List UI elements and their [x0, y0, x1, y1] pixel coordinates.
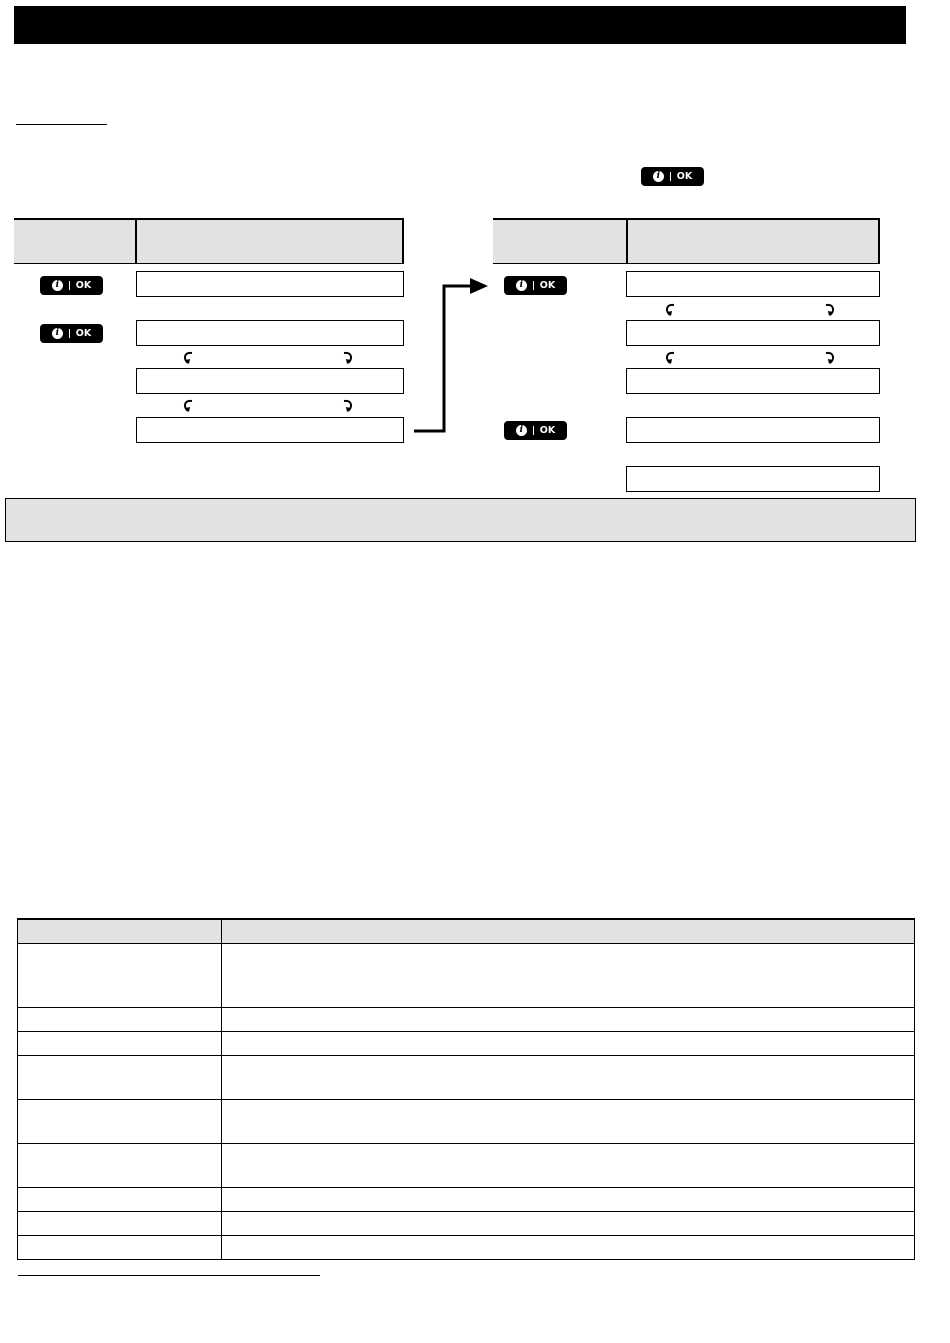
- ok-button[interactable]: [641, 167, 704, 186]
- table-cell: [222, 1236, 915, 1260]
- options-table: [17, 918, 915, 1260]
- table-cell: [18, 1056, 222, 1100]
- ok-button-label: OK: [676, 171, 693, 182]
- curl-left-arrow-icon: [662, 302, 678, 318]
- procedure-right-header: [493, 218, 880, 264]
- table-cell: [18, 1100, 222, 1144]
- info-icon: i: [653, 171, 664, 182]
- table-row: [18, 1144, 915, 1188]
- table-cell: [222, 1188, 915, 1212]
- curl-right-arrow-icon: [340, 350, 356, 366]
- table-cell: [18, 1212, 222, 1236]
- info-icon: i: [516, 425, 527, 436]
- curl-left-arrow-icon: [662, 350, 678, 366]
- table-cell: [222, 1008, 915, 1032]
- button-separator: [69, 281, 70, 290]
- info-icon: i: [516, 280, 527, 291]
- table-cell: [18, 1008, 222, 1032]
- section-heading-underline: [16, 124, 107, 125]
- display-screen: [136, 368, 404, 394]
- table-row: [18, 1056, 915, 1100]
- table-row: [18, 944, 915, 1008]
- table-cell: [222, 944, 915, 1008]
- button-separator: [69, 329, 70, 338]
- table-row: [18, 1236, 915, 1260]
- curl-left-arrow-icon: [180, 398, 196, 414]
- ok-button[interactable]: [504, 276, 567, 295]
- button-separator: [670, 172, 671, 181]
- info-icon: i: [52, 280, 63, 291]
- page-header-bar: [14, 6, 906, 44]
- table-cell: [18, 1188, 222, 1212]
- table-row: [18, 1188, 915, 1212]
- procedure-right-header-edge: [878, 218, 880, 264]
- procedure-right-header-divider: [626, 218, 628, 264]
- display-screen: [626, 320, 880, 346]
- display-screen: [136, 271, 404, 297]
- table-row: [18, 1212, 915, 1236]
- procedure-left-header: [14, 218, 404, 264]
- display-screen: [136, 417, 404, 443]
- footnote-separator: [18, 1275, 320, 1276]
- ok-button-label: OK: [539, 280, 556, 291]
- ok-button-label: OK: [539, 425, 556, 436]
- display-screen: [626, 271, 880, 297]
- table-cell: [222, 1056, 915, 1100]
- table-cell: [18, 1144, 222, 1188]
- table-cell: [18, 1236, 222, 1260]
- info-icon: i: [52, 328, 63, 339]
- procedure-left-header-divider: [135, 218, 137, 264]
- ok-button-label: OK: [75, 280, 92, 291]
- table-row: [18, 1032, 915, 1056]
- ok-button[interactable]: [40, 324, 103, 343]
- connector-arrow-icon: [412, 276, 492, 436]
- table-cell: [222, 1032, 915, 1056]
- table-row: [18, 1100, 915, 1144]
- table-cell: [18, 944, 222, 1008]
- curl-right-arrow-icon: [822, 302, 838, 318]
- table-header-row: [18, 919, 915, 944]
- table-cell: [222, 1144, 915, 1188]
- table-cell: [18, 1032, 222, 1056]
- table-header-cell: [222, 919, 915, 944]
- display-screen: [626, 368, 880, 394]
- display-screen: [626, 417, 880, 443]
- curl-right-arrow-icon: [822, 350, 838, 366]
- table-header-cell: [18, 919, 222, 944]
- ok-button-label: OK: [75, 328, 92, 339]
- ok-button[interactable]: [40, 276, 103, 295]
- note-box: [5, 498, 916, 542]
- button-separator: [533, 281, 534, 290]
- button-separator: [533, 426, 534, 435]
- procedure-left-header-edge: [402, 218, 404, 264]
- curl-right-arrow-icon: [340, 398, 356, 414]
- display-screen: [136, 320, 404, 346]
- ok-button[interactable]: [504, 421, 567, 440]
- table-cell: [222, 1100, 915, 1144]
- display-screen: [626, 466, 880, 492]
- table-cell: [222, 1212, 915, 1236]
- curl-left-arrow-icon: [180, 350, 196, 366]
- table-row: [18, 1008, 915, 1032]
